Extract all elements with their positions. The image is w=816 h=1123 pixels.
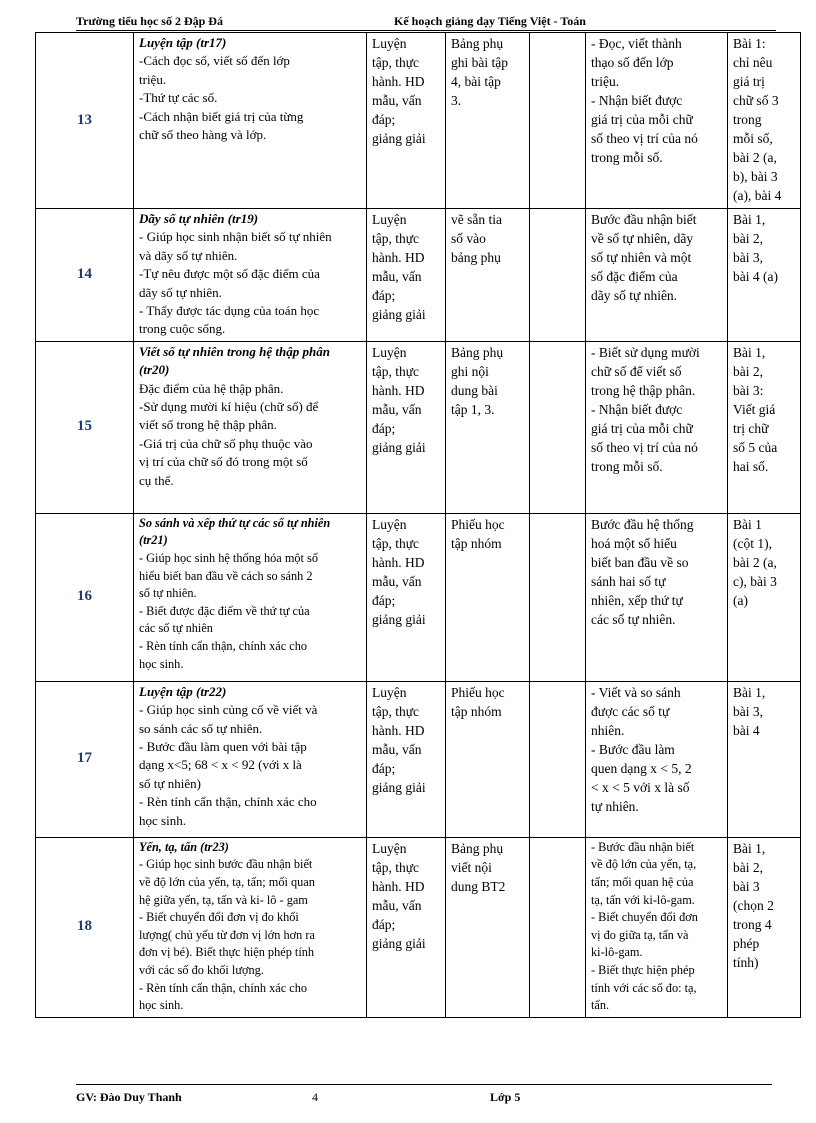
table-row [36, 513, 801, 681]
exercise-list [728, 341, 801, 513]
text-line: số theo vị trí của nó [591, 439, 698, 455]
text-line: bài 4 [733, 722, 760, 738]
text-line: tập nhóm [451, 535, 502, 551]
text-line: dãy số tự nhiên. [591, 288, 678, 303]
text-line: - Giúp học sinh hệ thống hóa một số [139, 551, 318, 566]
text-line: trị chữ [733, 420, 769, 436]
text-line: giá trị của mỗi chữ [591, 112, 693, 127]
text-line: mẫu, vấn [372, 741, 422, 757]
teaching-method [367, 837, 446, 1017]
text-line: vẽ sẵn tia [451, 212, 502, 227]
text-line: -Cách đọc số, viết số đến lớp [139, 53, 290, 69]
lesson-title: Yến, tạ, tấn (tr23) [139, 839, 229, 854]
text-line: hành. HD [372, 250, 425, 265]
text-line: - Biết sử dụng mười [591, 344, 700, 360]
text-line: tính) [733, 954, 759, 970]
text-line: tập, thực [372, 231, 420, 246]
teaching-material [446, 513, 530, 681]
table-row [36, 341, 801, 513]
teaching-material [446, 33, 530, 209]
text-line: Bài 1: [733, 36, 766, 51]
text-line: < x < 5 với x là số [591, 779, 690, 795]
teacher-name: GV: Đào Duy Thanh [76, 1090, 182, 1104]
text-line: viết số trong hệ thập phân. [139, 417, 277, 433]
text-line: và dãy số tự nhiên. [139, 247, 238, 263]
teaching-material [446, 681, 530, 837]
text-line: học sinh. [139, 656, 184, 671]
text-line: (chọn 2 [733, 897, 774, 913]
text-line: thạo số đến lớp [591, 55, 674, 70]
text-line: (a), bài 4 [733, 188, 782, 203]
text-line: lượng( chủ yếu từ đơn vị lớn hơn ra [139, 927, 315, 942]
teaching-material [446, 341, 530, 513]
text-line: so sánh các số tự nhiên. [139, 720, 263, 736]
text-line: vị trí của chữ số đó trong một số [139, 454, 308, 470]
text-line: - Biết thực hiện phép [591, 963, 695, 977]
text-line: Bài 1, [733, 212, 766, 227]
text-line: hành. HD [372, 74, 425, 89]
text-line: Phiếu học [451, 684, 505, 700]
page-number: 4 [312, 1090, 318, 1104]
text-line: chỉ nêu [733, 55, 773, 70]
requirement [586, 837, 728, 1017]
school-name: Trường tiểu học số 2 Đập Đá [76, 14, 223, 28]
lesson-plan-table [35, 32, 801, 1018]
text-line: b), bài 3 [733, 169, 778, 184]
text-line: tấn; mối quan hệ của [591, 875, 694, 890]
text-line: bài 3: [733, 382, 764, 398]
text-line: học sinh. [139, 998, 184, 1013]
text-line: Luyện [372, 684, 407, 700]
text-line: số tự nhiên. [139, 586, 197, 601]
text-line: ghi bài tập [451, 55, 508, 70]
text-line: - Viết và so sánh [591, 684, 681, 700]
text-line: triệu. [591, 74, 620, 89]
text-line: tập, thực [372, 535, 420, 551]
teaching-method [367, 209, 446, 342]
lesson-title: Dãy số tự nhiên (tr19) [139, 211, 259, 226]
text-line: số theo vị trí của nó [591, 131, 698, 146]
grade-label: Lớp 5 [490, 1090, 521, 1104]
lesson-number: 18 [36, 837, 134, 1017]
text-line: trong mỗi số. [591, 458, 663, 474]
lesson-content [134, 837, 367, 1017]
exercise-list [728, 209, 801, 342]
text-line: Luyện [372, 36, 407, 51]
text-line: Phiếu học [451, 516, 505, 532]
lesson-title: Luyện tập (tr17) [139, 35, 227, 50]
text-line: Bài 1, [733, 344, 766, 360]
lesson-title: So sánh và xếp thứ tự các số tự nhiên (tr21) [139, 515, 331, 548]
table-row [36, 681, 801, 837]
text-line: phép [733, 935, 760, 951]
requirement [586, 209, 728, 342]
text-line: - Giúp học sinh củng cố về viết và [139, 702, 318, 718]
text-line: trong cuộc sống. [139, 321, 226, 337]
text-line: mỗi số, [733, 131, 773, 146]
text-line: Bước đầu hệ thống [591, 516, 694, 532]
lesson-content [134, 209, 367, 342]
text-line: chữ số theo hàng và lớp. [139, 127, 267, 143]
text-line: tấn. [591, 998, 610, 1013]
text-line: dung BT2 [451, 878, 506, 894]
text-line: tạ, tấn với ki-lô-gam. [591, 892, 695, 907]
text-line: số tự nhiên và một [591, 250, 692, 265]
text-line: giảng giải [372, 307, 426, 322]
text-line: - Rèn tính cẩn thận, chính xác cho [139, 639, 308, 653]
text-line: bài 3 [733, 878, 760, 894]
lesson-title: Viết số tự nhiên trong hệ thập phân (tr20) [139, 343, 330, 378]
text-line: chữ số để viết số [591, 363, 682, 379]
text-line: các số tự nhiên [139, 621, 213, 636]
text-line: giá trị [733, 74, 765, 89]
text-line: dung bài [451, 382, 498, 398]
text-line: - Biết chuyển đổi đơn vị đo khối [139, 910, 299, 925]
text-line: Luyện [372, 516, 407, 532]
text-line: hành. HD [372, 554, 425, 570]
text-line: giá trị của mỗi chữ [591, 420, 693, 436]
text-line: Bảng phụ [451, 36, 504, 51]
table-row [36, 33, 801, 209]
plan-title: Kế hoạch giảng dạy Tiếng Việt - Toán [394, 14, 586, 28]
text-line: (a) [733, 592, 748, 608]
exercise-list [728, 837, 801, 1017]
text-line: - Giúp học sinh bước đầu nhận biết [139, 857, 313, 872]
notes-cell [530, 513, 586, 681]
text-line: bảng phụ [451, 250, 501, 265]
text-line: đáp; [372, 760, 396, 776]
teaching-material [446, 209, 530, 342]
text-line: triệu. [139, 71, 167, 87]
text-line: số đặc điểm của [591, 269, 678, 284]
text-line: số vào [451, 231, 486, 246]
text-line: hành. HD [372, 878, 425, 894]
text-line: bài 3, [733, 703, 763, 719]
text-line: - Giúp học sinh nhận biết số tự nhiên [139, 229, 332, 245]
text-line: số 5 của [733, 439, 778, 455]
text-line: - Thấy được tác dụng của toán học [139, 303, 320, 319]
text-line: bài 2 (a, [733, 554, 777, 570]
lesson-number: 16 [36, 513, 134, 681]
text-line: bài 2, [733, 363, 763, 379]
lesson-number: 14 [36, 209, 134, 342]
text-line: - Biết được đặc điểm về thứ tự của [139, 603, 310, 618]
text-line: -Giá trị của chữ số phụ thuộc vào [139, 435, 313, 451]
text-line: sánh hai số tự [591, 573, 666, 589]
text-line: giảng giải [372, 439, 426, 455]
text-line: Luyện [372, 840, 407, 856]
requirement [586, 513, 728, 681]
notes-cell [530, 837, 586, 1017]
text-line: với các số đo khối lượng. [139, 963, 264, 977]
text-line: Đặc điểm của hệ thập phân. [139, 380, 284, 396]
text-line: đáp; [372, 420, 396, 436]
requirement [586, 341, 728, 513]
text-line: -Thứ tự các số. [139, 90, 218, 106]
notes-cell [530, 341, 586, 513]
text-line: 3. [451, 93, 462, 108]
text-line: (cột 1), [733, 535, 772, 551]
footer-rule [76, 1084, 772, 1085]
text-line: đáp; [372, 112, 396, 127]
text-line: hoá một số hiểu [591, 535, 677, 551]
text-line: đáp; [372, 288, 396, 303]
text-line: vị đo giữa tạ, tấn và [591, 927, 689, 942]
text-line: c), bài 3 [733, 573, 777, 589]
teaching-material [446, 837, 530, 1017]
text-line: cụ thể. [139, 472, 174, 488]
text-line: bài 3, [733, 250, 763, 265]
text-line: trong mỗi số. [591, 150, 663, 165]
text-line: trong [733, 112, 762, 127]
text-line: bài 4 (a) [733, 269, 778, 284]
text-line: hành. HD [372, 382, 425, 398]
text-line: mẫu, vấn [372, 269, 422, 284]
text-line: mẫu, vấn [372, 401, 422, 417]
text-line: Luyện [372, 344, 407, 360]
text-line: tập, thực [372, 363, 420, 379]
text-line: dãy số tự nhiên. [139, 284, 222, 300]
text-line: Bảng phụ [451, 344, 504, 360]
teaching-method [367, 513, 446, 681]
text-line: học sinh. [139, 812, 186, 828]
table-row [36, 837, 801, 1017]
text-line: Bài 1, [733, 840, 766, 856]
text-line: biết ban đầu về so [591, 554, 689, 570]
text-line: tự nhiên. [591, 798, 639, 814]
page-header [76, 10, 776, 30]
notes-cell [530, 681, 586, 837]
text-line: - Rèn tính cẩn thận, chính xác cho [139, 794, 317, 810]
text-line: Bảng phụ [451, 840, 504, 856]
text-line: mẫu, vấn [372, 93, 422, 108]
table-row [36, 209, 801, 342]
text-line: bài 2, [733, 859, 763, 875]
text-line: quen dạng x < 5, 2 [591, 760, 692, 776]
text-line: - Biết chuyển đổi đơn [591, 910, 698, 925]
text-line: Bài 1, [733, 684, 766, 700]
lesson-title: Luyện tập (tr22) [139, 683, 227, 699]
text-line: giảng giải [372, 611, 426, 627]
text-line: bài 2, [733, 231, 763, 246]
text-line: số tự nhiên) [139, 775, 201, 791]
text-line: - Bước đầu làm quen với bài tập [139, 739, 307, 755]
requirement [586, 681, 728, 837]
text-line: hệ giữa yến, tạ, tấn và ki- lô - gam [139, 892, 308, 907]
text-line: tập nhóm [451, 703, 502, 719]
text-line: về độ lớn của yến, tạ, [591, 857, 697, 872]
lesson-content [134, 681, 367, 837]
text-line: đáp; [372, 592, 396, 608]
lesson-content [134, 341, 367, 513]
lesson-number: 17 [36, 681, 134, 837]
text-line: tập, thực [372, 703, 420, 719]
text-line: hiểu biết ban đầu về cách so sánh 2 [139, 568, 313, 583]
text-line: -Cách nhận biết giá trị của từng [139, 108, 304, 124]
text-line: tập, thực [372, 55, 420, 70]
notes-cell [530, 33, 586, 209]
text-line: giảng giải [372, 779, 426, 795]
text-line: chữ số 3 [733, 93, 779, 108]
text-line: 4, bài tập [451, 74, 501, 89]
text-line: các số tự nhiên. [591, 611, 676, 627]
text-line: hai số. [733, 458, 769, 474]
exercise-list [728, 513, 801, 681]
text-line: trong hệ thập phân. [591, 382, 696, 398]
text-line: về số tự nhiên, dãy [591, 231, 694, 246]
text-line: - Nhận biết được [591, 401, 683, 417]
text-line: Bài 1 [733, 516, 762, 532]
lesson-number: 13 [36, 33, 134, 209]
text-line: Bước đầu nhận biết [591, 212, 697, 227]
text-line: - Bước đầu làm [591, 741, 675, 757]
text-line: dạng x<5; 68 < x < 92 (với x là [139, 757, 302, 773]
text-line: - Nhận biết được [591, 93, 683, 108]
text-line: trong 4 [733, 916, 772, 932]
text-line: đáp; [372, 916, 396, 932]
exercise-list [728, 681, 801, 837]
exercise-list [728, 33, 801, 209]
text-line: giảng giải [372, 935, 426, 951]
lesson-number: 15 [36, 341, 134, 513]
text-line: -Tự nêu được một số đặc điểm của [139, 266, 320, 282]
notes-cell [530, 209, 586, 342]
teaching-method [367, 341, 446, 513]
text-line: bài 2 (a, [733, 150, 777, 165]
text-line: - Rèn tính cẩn thận, chính xác cho [139, 980, 308, 995]
teaching-method [367, 681, 446, 837]
text-line: mẫu, vấn [372, 897, 422, 913]
text-line: về độ lớn của yến, tạ, tấn; mối quan [139, 875, 315, 890]
text-line: nhiên, xếp thứ tự [591, 592, 683, 608]
text-line: Viết giá [733, 401, 776, 417]
teaching-method [367, 33, 446, 209]
text-line: nhiên. [591, 722, 625, 738]
text-line: -Sử dụng mười kí hiệu (chữ số) để [139, 399, 319, 415]
text-line: đơn vị bé). Biết thực hiện phép tính [139, 945, 315, 960]
text-line: ghi nội [451, 363, 489, 379]
text-line: - Đọc, viết thành [591, 36, 682, 51]
text-line: được các số tự [591, 703, 670, 719]
text-line: - Bước đầu nhận biết [591, 839, 695, 854]
text-line: hành. HD [372, 722, 425, 738]
text-line: Luyện [372, 212, 407, 227]
text-line: giảng giải [372, 131, 426, 146]
text-line: ki-lô-gam. [591, 945, 643, 960]
text-line: mẫu, vấn [372, 573, 422, 589]
header-rule [76, 30, 776, 31]
text-line: tập, thực [372, 859, 420, 875]
text-line: tập 1, 3. [451, 401, 495, 417]
text-line: tính với các số đo: tạ, [591, 980, 697, 995]
text-line: viết nội [451, 859, 492, 875]
lesson-content [134, 513, 367, 681]
page-footer [76, 1084, 772, 1114]
lesson-content [134, 33, 367, 209]
requirement [586, 33, 728, 209]
